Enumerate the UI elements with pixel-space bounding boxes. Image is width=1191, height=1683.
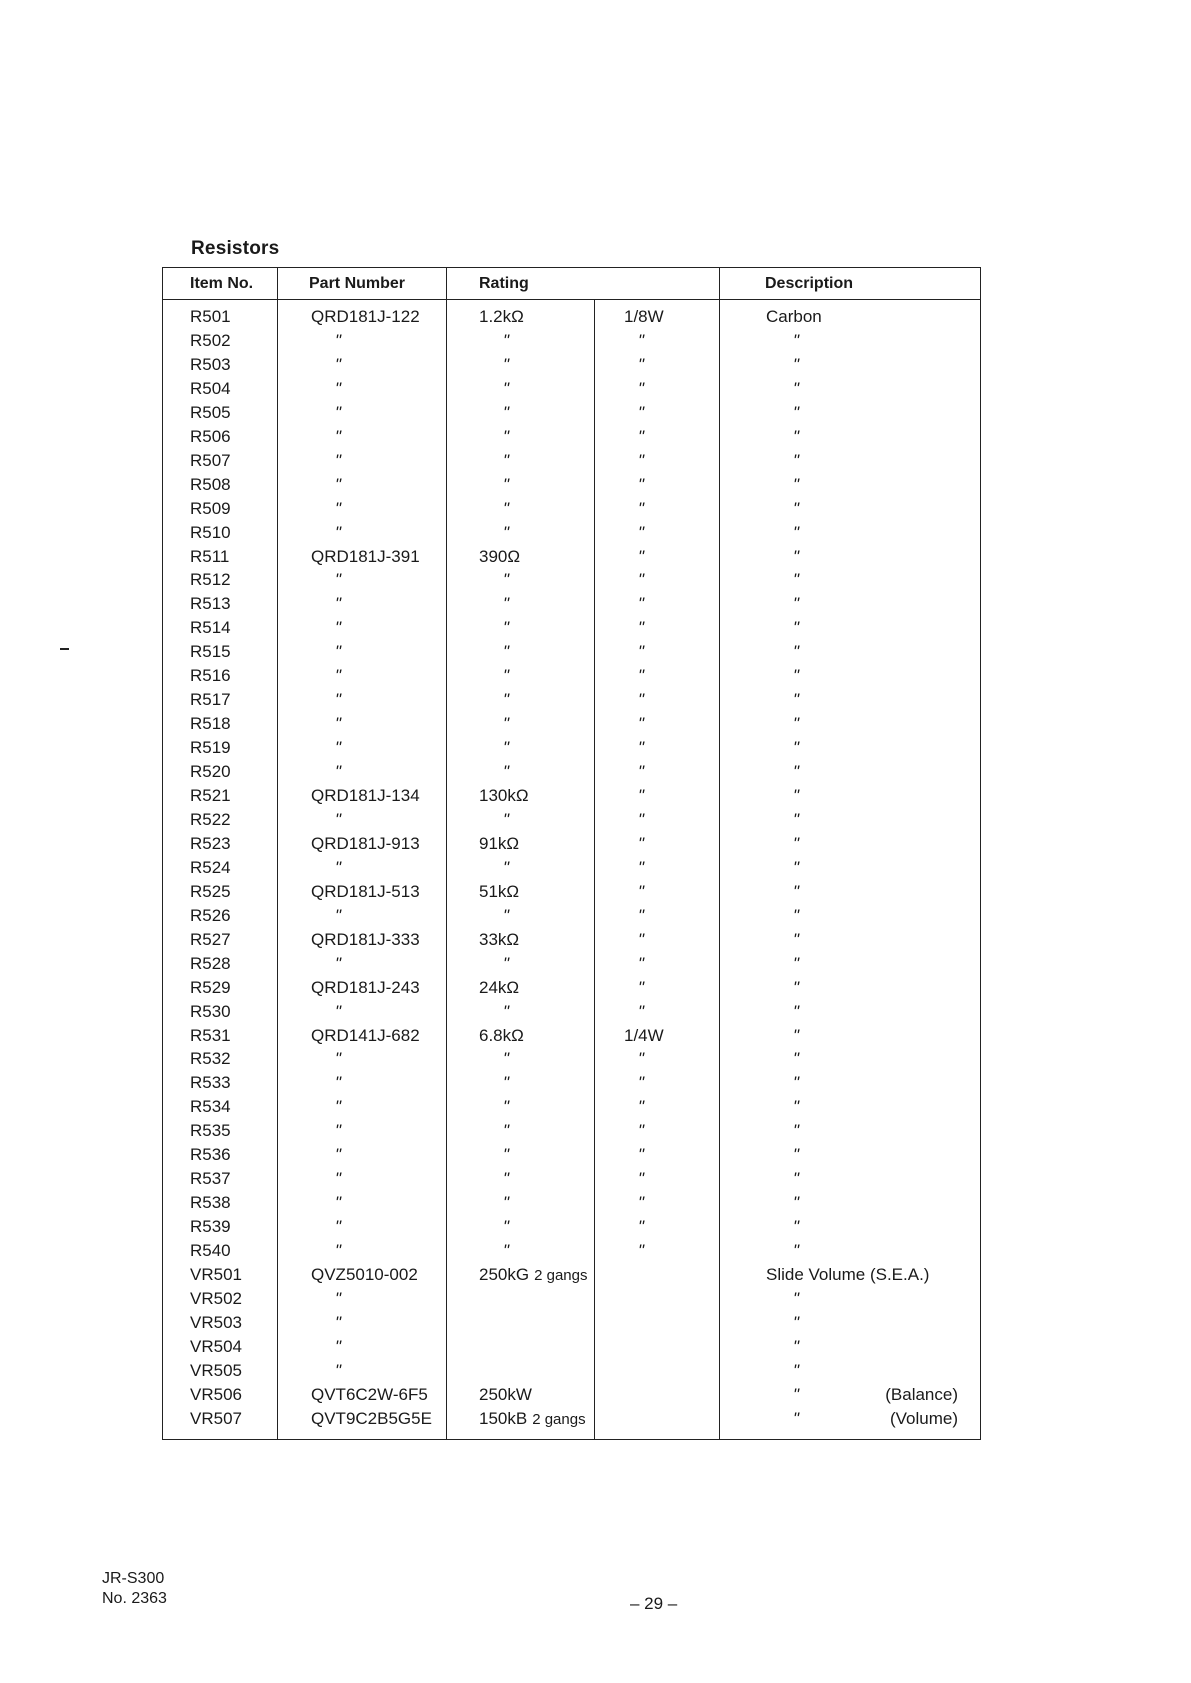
part-number-cell: " (335, 1121, 341, 1141)
table-row (163, 690, 980, 714)
part-number-cell: " (335, 426, 341, 446)
item-no-cell: R531 (190, 1025, 231, 1045)
part-number-cell: QRD181J-122 (311, 307, 420, 326)
table-row (163, 523, 980, 547)
table-row (163, 810, 980, 834)
description-cell: " (793, 833, 799, 853)
rating-cell: " (503, 1217, 509, 1237)
power-cell: " (638, 738, 644, 758)
rating-cell: " (503, 953, 509, 973)
table-row (163, 1313, 980, 1337)
table-row (163, 618, 980, 642)
rating-cell: " (503, 762, 509, 782)
table-row (163, 1409, 980, 1433)
description-cell: " (793, 690, 799, 710)
margin-mark (60, 648, 69, 650)
description-cell: " (793, 402, 799, 422)
resistors-table (162, 267, 981, 1440)
power-cell: " (638, 594, 644, 614)
table-row (163, 1265, 980, 1289)
item-no-cell: R511 (190, 546, 230, 566)
description-cell: " (793, 1360, 799, 1380)
table-row (163, 906, 980, 930)
table-row (163, 642, 980, 666)
item-no-cell: R513 (190, 594, 231, 614)
rating-cell: " (503, 402, 509, 422)
description-cell: " (793, 426, 799, 446)
rating-cell: " (503, 905, 509, 925)
power-cell: 1/8W (624, 307, 664, 326)
power-cell: " (638, 354, 644, 374)
rating-cell: " (503, 594, 509, 614)
power-cell: " (638, 546, 644, 566)
item-no-cell: R517 (190, 690, 231, 710)
header-divider (163, 299, 980, 300)
power-cell: " (638, 1241, 644, 1261)
item-no-cell: VR506 (190, 1384, 242, 1404)
rating-group (479, 1409, 586, 1429)
part-number-cell: " (335, 1193, 341, 1213)
rating-group (479, 1265, 587, 1285)
rating-cell: 51kΩ (479, 881, 520, 901)
power-cell: " (638, 809, 644, 829)
item-no-cell: R535 (190, 1121, 231, 1141)
item-no-cell: R506 (190, 426, 231, 446)
description-cell: " (793, 786, 799, 805)
description-cell: " (793, 1312, 799, 1332)
item-no-cell: R510 (190, 522, 231, 542)
rating-cell: 1.2kΩ (479, 307, 524, 326)
part-number-cell: " (335, 618, 341, 638)
power-cell: " (638, 714, 644, 734)
description-cell: " (793, 857, 799, 877)
power-cell: " (638, 378, 644, 398)
table-row (163, 786, 980, 810)
description-cell: " (793, 330, 799, 350)
rating-cell: " (503, 690, 509, 710)
table-row (163, 858, 980, 882)
item-no-cell: R515 (190, 642, 231, 662)
part-number-cell: " (335, 1288, 341, 1308)
header-part-number: Part Number (309, 275, 406, 292)
description-cell: " (793, 546, 799, 566)
table-row (163, 1145, 980, 1169)
part-number-cell: " (335, 690, 341, 710)
description-cell: " (793, 354, 799, 374)
description-cell: " (793, 1336, 799, 1356)
description-cell: " (793, 1384, 799, 1404)
rating-extra: 2 gangs (534, 1267, 588, 1284)
power-cell: " (638, 402, 644, 422)
table-row (163, 930, 980, 954)
item-no-cell: R518 (190, 714, 231, 734)
table-row (163, 307, 980, 331)
power-cell: " (638, 450, 644, 470)
power-cell: " (638, 1169, 644, 1189)
power-cell: " (638, 498, 644, 518)
table-row (163, 547, 980, 571)
part-number-cell: " (335, 570, 341, 590)
part-number-cell: " (335, 857, 341, 877)
power-cell: " (638, 330, 644, 350)
table-row (163, 1241, 980, 1265)
table-row (163, 355, 980, 379)
table-row (163, 954, 980, 978)
rating-cell: " (503, 1049, 509, 1069)
table-row (163, 1385, 980, 1409)
power-cell: " (638, 1097, 644, 1117)
item-no-cell: R522 (190, 809, 231, 829)
item-no-cell: R524 (190, 857, 231, 877)
part-number-cell: QVT9C2B5G5E (311, 1408, 432, 1428)
table-row (163, 1073, 980, 1097)
item-no-cell: R525 (190, 881, 231, 901)
rating-cell: " (503, 330, 509, 350)
rating-cell: " (503, 474, 509, 494)
table-row (163, 499, 980, 523)
rating-cell: " (503, 354, 509, 374)
description-cell: " (793, 881, 799, 901)
power-cell: " (638, 666, 644, 686)
item-no-cell: R540 (190, 1241, 231, 1261)
item-no-cell: VR507 (190, 1408, 242, 1428)
description-cell: " (793, 1145, 799, 1165)
item-no-cell: R520 (190, 762, 231, 782)
description-cell: " (793, 809, 799, 829)
power-cell: " (638, 1049, 644, 1069)
description-cell: Carbon (766, 307, 822, 326)
power-cell: " (638, 905, 644, 925)
table-row (163, 978, 980, 1002)
table-row (163, 1337, 980, 1361)
part-number-cell: " (335, 714, 341, 734)
description-cell: " (793, 929, 799, 949)
item-no-cell: VR503 (190, 1312, 242, 1332)
rating-cell: " (503, 857, 509, 877)
description-cell: " (793, 1121, 799, 1141)
description-cell: " (793, 1001, 799, 1021)
part-number-cell: QRD181J-243 (311, 977, 420, 997)
power-cell: " (638, 1001, 644, 1021)
part-number-cell: " (335, 1336, 341, 1356)
table-row (163, 403, 980, 427)
rating-cell: 250kW (479, 1384, 532, 1404)
rating-cell: " (503, 666, 509, 686)
part-number-cell: " (335, 1169, 341, 1189)
table-row (163, 427, 980, 451)
rating-cell: " (503, 1193, 509, 1213)
part-number-cell: " (335, 1217, 341, 1237)
item-no-cell: R527 (190, 929, 231, 949)
rating-cell: 390Ω (479, 546, 521, 566)
header-rating: Rating (479, 275, 529, 292)
rating-cell: " (503, 618, 509, 638)
rating-cell: 130kΩ (479, 786, 529, 805)
item-no-cell: R508 (190, 474, 231, 494)
item-no-cell: R519 (190, 738, 231, 758)
power-cell: " (638, 426, 644, 446)
item-no-cell: R514 (190, 618, 231, 638)
header-item-no: Item No. (190, 275, 254, 292)
part-number-cell: QRD141J-682 (311, 1025, 420, 1045)
note-cell: (Volume) (889, 1408, 958, 1428)
item-no-cell: R533 (190, 1073, 231, 1093)
part-number-cell: " (335, 1049, 341, 1069)
description-cell: " (793, 714, 799, 734)
description-cell: " (793, 1217, 799, 1237)
item-no-cell: R538 (190, 1193, 231, 1213)
part-number-cell: " (335, 1241, 341, 1261)
description-cell: " (793, 570, 799, 590)
rating-cell: " (503, 1145, 509, 1165)
part-number-cell: QVT6C2W-6F5 (311, 1384, 428, 1404)
part-number-cell: " (335, 354, 341, 374)
part-number-cell: " (335, 809, 341, 829)
power-cell: " (638, 522, 644, 542)
description-cell: " (793, 762, 799, 782)
item-no-cell: R516 (190, 666, 231, 686)
description-cell: " (793, 1049, 799, 1069)
part-number-cell: " (335, 905, 341, 925)
description-cell: " (793, 738, 799, 758)
item-no-cell: R536 (190, 1145, 231, 1165)
rating-cell: " (503, 1001, 509, 1021)
item-no-cell: R526 (190, 905, 231, 925)
table-row (163, 1361, 980, 1385)
description-cell: " (793, 522, 799, 542)
rating-cell: " (503, 378, 509, 398)
item-no-cell: R504 (190, 378, 231, 398)
rating-cell: " (503, 426, 509, 446)
item-no-cell: R505 (190, 402, 231, 422)
description-cell: " (793, 1097, 799, 1117)
item-no-cell: R529 (190, 977, 231, 997)
part-number-cell: " (335, 1097, 341, 1117)
table-row (163, 570, 980, 594)
table-row (163, 594, 980, 618)
power-cell: " (638, 833, 644, 853)
part-number-cell: QRD181J-333 (311, 929, 420, 949)
table-row (163, 834, 980, 858)
part-number-cell: " (335, 738, 341, 758)
rating-cell: 91kΩ (479, 833, 520, 853)
table-row (163, 331, 980, 355)
table-row (163, 1049, 980, 1073)
item-no-cell: R528 (190, 953, 231, 973)
table-row (163, 1097, 980, 1121)
section-title: Resistors (191, 238, 280, 259)
part-number-cell: " (335, 474, 341, 494)
rating-cell: 250kG (479, 1265, 530, 1284)
power-cell: " (638, 1193, 644, 1213)
description-cell: " (793, 1408, 799, 1428)
table-row (163, 451, 980, 475)
description-cell: " (793, 1169, 799, 1189)
rating-cell: " (503, 714, 509, 734)
power-cell: " (638, 1073, 644, 1093)
table-row (163, 1026, 980, 1050)
page-number: – 29 – (630, 1594, 678, 1613)
description-cell: " (793, 1193, 799, 1213)
rating-cell: 150kB (479, 1408, 528, 1428)
rating-cell: " (503, 498, 509, 518)
rating-cell: 33kΩ (479, 929, 520, 949)
rating-cell: " (503, 642, 509, 662)
description-cell: " (793, 594, 799, 614)
part-number-cell: " (335, 330, 341, 350)
table-row (163, 1002, 980, 1026)
power-cell: " (638, 690, 644, 710)
part-number-cell: " (335, 762, 341, 782)
part-number-cell: " (335, 1001, 341, 1021)
power-cell: " (638, 570, 644, 590)
description-cell: " (793, 498, 799, 518)
item-no-cell: R534 (190, 1097, 231, 1117)
part-number-cell: " (335, 498, 341, 518)
item-no-cell: R532 (190, 1049, 231, 1069)
note-cell: (Balance) (885, 1384, 958, 1404)
table-row (163, 882, 980, 906)
power-cell: " (638, 953, 644, 973)
part-number-cell: " (335, 450, 341, 470)
part-number-cell: " (335, 642, 341, 662)
table-row (163, 379, 980, 403)
rating-cell: " (503, 809, 509, 829)
footer-doc-number: No. 2363 (102, 1590, 167, 1607)
rating-cell: " (503, 1097, 509, 1117)
item-no-cell: R507 (190, 450, 231, 470)
description-cell: " (793, 618, 799, 638)
table-row (163, 1193, 980, 1217)
rating-cell: " (503, 1169, 509, 1189)
description-cell: " (793, 666, 799, 686)
part-number-cell: QVZ5010-002 (311, 1265, 418, 1284)
part-number-cell: QRD181J-913 (311, 833, 420, 853)
description-cell: " (793, 378, 799, 398)
table-row (163, 1121, 980, 1145)
part-number-cell: QRD181J-391 (311, 546, 420, 566)
item-no-cell: R503 (190, 354, 231, 374)
rating-cell: " (503, 570, 509, 590)
power-cell: 1/4W (624, 1025, 664, 1045)
part-number-cell: " (335, 1145, 341, 1165)
table-row (163, 666, 980, 690)
item-no-cell: R501 (190, 307, 231, 326)
rating-extra: 2 gangs (532, 1410, 586, 1428)
rating-cell: " (503, 450, 509, 470)
table-row (163, 1217, 980, 1241)
description-cell: " (793, 905, 799, 925)
item-no-cell: R539 (190, 1217, 231, 1237)
power-cell: " (638, 474, 644, 494)
rating-cell: " (503, 1073, 509, 1093)
table-row (163, 1289, 980, 1313)
power-cell: " (638, 929, 644, 949)
item-no-cell: VR505 (190, 1360, 242, 1380)
table-row (163, 738, 980, 762)
part-number-cell: " (335, 953, 341, 973)
table-row (163, 762, 980, 786)
rating-cell: 6.8kΩ (479, 1025, 524, 1045)
description-cell: " (793, 953, 799, 973)
part-number-cell: " (335, 1073, 341, 1093)
item-no-cell: R530 (190, 1001, 231, 1021)
rating-cell: " (503, 1121, 509, 1141)
table-row (163, 714, 980, 738)
footer-model: JR-S300 (102, 1570, 165, 1587)
item-no-cell: R509 (190, 498, 231, 518)
part-number-cell: " (335, 666, 341, 686)
description-cell: " (793, 474, 799, 494)
power-cell: " (638, 857, 644, 877)
part-number-cell: " (335, 1360, 341, 1380)
part-number-cell: " (335, 378, 341, 398)
power-cell: " (638, 642, 644, 662)
item-no-cell: R502 (190, 330, 231, 350)
item-no-cell: VR501 (190, 1265, 242, 1284)
item-no-cell: VR502 (190, 1288, 242, 1308)
power-cell: " (638, 618, 644, 638)
power-cell: " (638, 786, 644, 805)
description-cell: " (793, 977, 799, 997)
part-number-cell: " (335, 402, 341, 422)
part-number-cell: " (335, 1312, 341, 1332)
item-no-cell: R521 (190, 786, 231, 805)
description-cell: " (793, 1241, 799, 1261)
power-cell: " (638, 1217, 644, 1237)
power-cell: " (638, 1145, 644, 1165)
rating-cell: 24kΩ (479, 977, 520, 997)
item-no-cell: R512 (190, 570, 231, 590)
part-number-cell: " (335, 522, 341, 542)
power-cell: " (638, 762, 644, 782)
power-cell: " (638, 1121, 644, 1141)
power-cell: " (638, 881, 644, 901)
description-cell: " (793, 642, 799, 662)
power-cell: " (638, 977, 644, 997)
part-number-cell: " (335, 594, 341, 614)
rating-cell: " (503, 738, 509, 758)
table-row (163, 475, 980, 499)
rating-cell: " (503, 522, 509, 542)
part-number-cell: QRD181J-134 (311, 786, 420, 805)
item-no-cell: R537 (190, 1169, 231, 1189)
part-number-cell: QRD181J-513 (311, 881, 420, 901)
description-cell: " (793, 1073, 799, 1093)
item-no-cell: VR504 (190, 1336, 242, 1356)
description-cell: " (793, 1288, 799, 1308)
table-row (163, 1169, 980, 1193)
header-description: Description (765, 275, 854, 292)
description-cell: " (793, 1025, 799, 1045)
rating-cell: " (503, 1241, 509, 1261)
description-cell: Slide Volume (S.E.A.) (766, 1265, 930, 1284)
item-no-cell: R523 (190, 833, 231, 853)
description-cell: " (793, 450, 799, 470)
